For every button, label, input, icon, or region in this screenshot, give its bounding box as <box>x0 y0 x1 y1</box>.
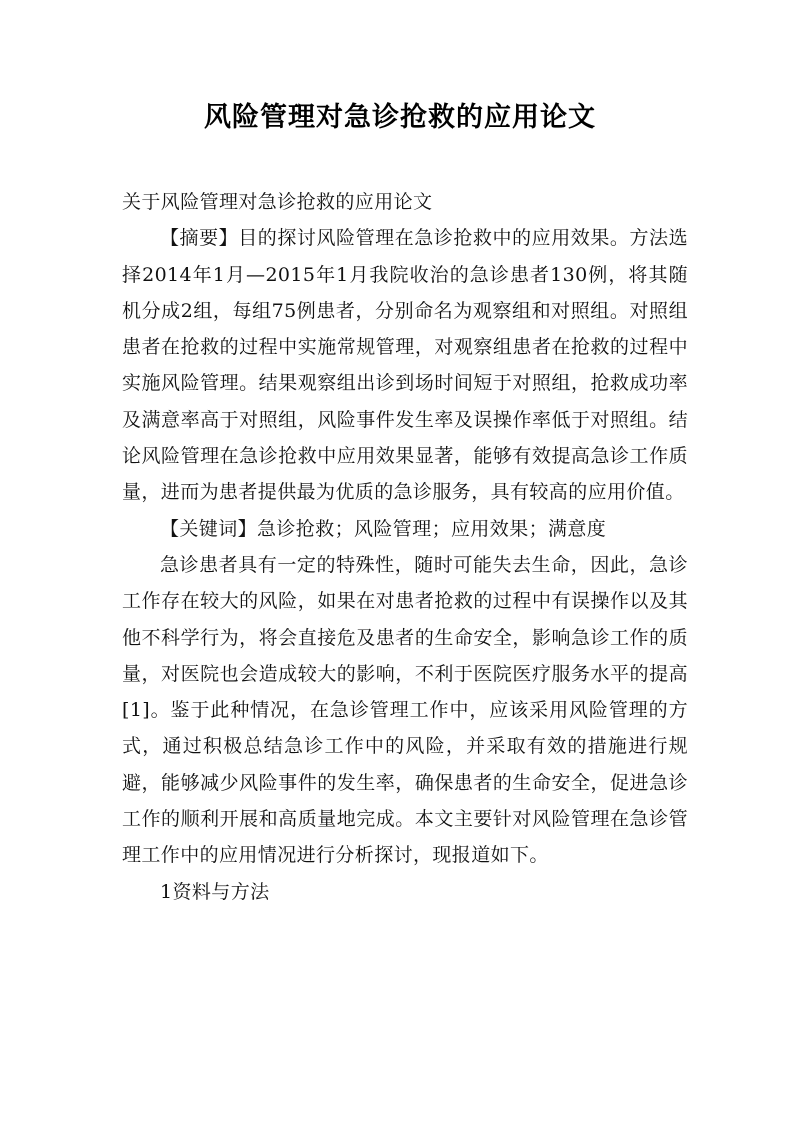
subtitle-paragraph: 关于风险管理对急诊抢救的应用论文 <box>122 191 433 213</box>
intro-paragraph: 急诊患者具有一定的特殊性，随时可能失去生命，因此，急诊工作存在较大的风险，如果在对患者抢救的过程中有误操作以及其他不科学行为，将会直接危及患者的生命安全，影响急诊工作的质量，对医院也会造成较大的影响，不利于医院医疗服务水平的提高[1]。鉴于此种情况，在急诊管理工作中，应该采用风险管理的方式，通过积极总结急诊工作中的风险，并采取有效的措施进行规避，能够减少风险事件的发生率，确保患者的生命安全，促进急诊工作的顺利开展和高质量地完成。本文主要针对风险管理在急诊管理工作中的应用情况进行分析探讨，现报道如下。 <box>122 553 688 867</box>
section-heading-materials-methods: 1资料与方法 <box>160 880 270 903</box>
page-title: 风险管理对急诊抢救的应用论文 <box>204 102 596 133</box>
abstract-paragraph: 【摘要】目的探讨风险管理在急诊抢救中的应用效果。方法选择2014年1月—2015年1月我院收治的急诊患者130例，将其随机分成2组，每组75例患者，分别命名为观察组和对照组。对照组患者在抢救的过程中实施常规管理，对观察组患者在抢救的过程中实施风险管理。结果观察组出诊到场时间短于对照组，抢救成功率及满意率高于对照组，风险事件发生率及误操作率低于对照组。结论风险管理在急诊抢救中应用效果显著，能够有效提高急诊工作质量，进而为患者提供最为优质的急诊服务，具有较高的应用价值。 <box>122 227 688 504</box>
document-body <box>122 184 688 910</box>
keywords-paragraph: 【关键词】急诊抢救；风险管理；应用效果；满意度 <box>160 517 607 540</box>
